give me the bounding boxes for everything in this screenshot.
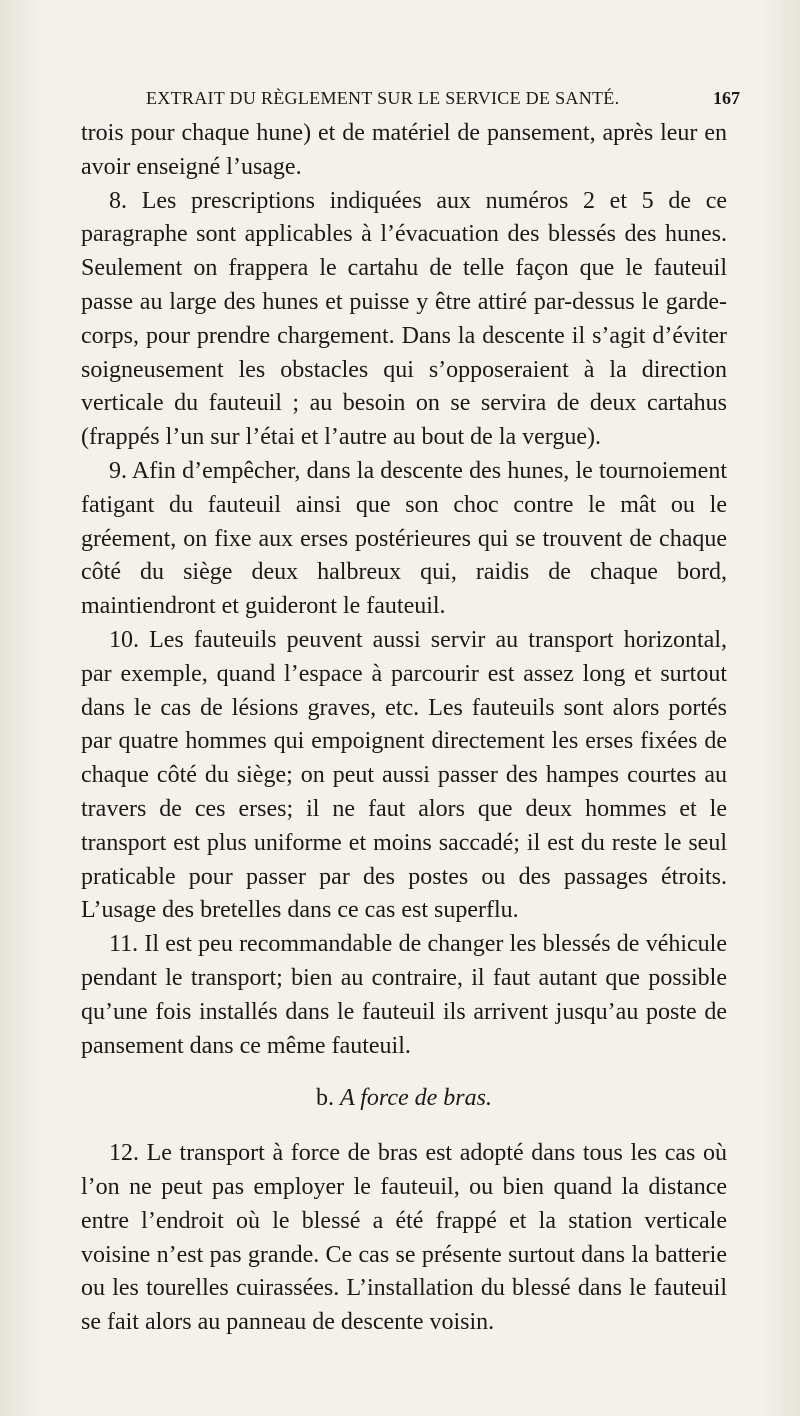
body-text — [81, 117, 727, 1340]
paragraph-text: Les prescriptions indiquées aux numéros 2 et 5 de ce paragraphe sont applicables à l’évacuation des blessés des hunes. Seulement on frappera le cartahu de telle façon que le fauteuil passe au large des hunes et puisse y être attiré par-dessus le garde-corps, pour prendre chargement. Dans la descente il s’agit d’éviter soigneusement les obstacles qui s’opposeraient à la direction verticale du fauteuil ; au besoin on se servira de deux cartahus (frappés l’un sur l’étai et l’autre au bout de la vergue). — [81, 187, 728, 451]
paragraph-number: 8. — [109, 187, 127, 214]
running-head: EXTRAIT DU RÈGLEMENT SUR LE SERVICE DE SANTÉ. — [146, 88, 620, 108]
paragraph-text: Afin d’empêcher, dans la descente des hunes, le tournoiement fatigant du fauteuil ainsi que son choc contre le mât ou le gréement, on fixe aux erses postérieures qui se trouvent de chaque côté du siège deux halbreux qui, raidis de chaque bord, maintiendront et guideront le fauteuil. — [81, 457, 727, 620]
paragraph-12 — [81, 1137, 727, 1340]
paragraph-text: Les fauteuils peuvent aussi servir au transport horizontal, par exemple, quand l’espace à parcourir est assez long et surtout dans le cas de lésions graves, etc. Les fauteuils sont alors portés par quatre hommes qui empoignent directement les erses fixées de chaque côté du siège; on peut aussi passer des hampes courtes au travers de ces erses; il ne faut alors que deux hommes et le transport est plus uniforme et moins saccadé; il est du reste le seul praticable pour passer par des postes ou des passages étroits. L’usage des bretelles dans ce cas est superflu. — [81, 626, 727, 924]
subheading-letter: b. — [316, 1085, 334, 1112]
section-subheading — [81, 1082, 727, 1116]
paragraph-number: 12. — [109, 1140, 139, 1167]
paragraph-11 — [81, 928, 727, 1063]
paragraph-text: Le transport à force de bras est adopté dans tous les cas où l’on ne peut pas employer le fauteuil, ou bien quand la distance entre l’endroit où le blessé a été frappé et la station verticale voisine n’est pas grande. Ce cas se présente surtout dans la batterie ou les tourelles cuirassées. L’installation du blessé dans le fauteuil se fait alors au panneau de descente voisin. — [81, 1140, 728, 1336]
page-number: 167 — [713, 88, 740, 108]
paragraph-text: Il est peu recommandable de changer les blessés de véhicule pendant le transport; bien au contraire, il faut autant que possible qu’une fois installés dans le fauteuil ils arrivent jusqu’au poste de pansement dans ce même fauteuil. — [81, 931, 727, 1059]
paragraph-number: 9. — [109, 457, 127, 484]
paragraph-continued: trois pour chaque hune) et de matériel de pansement, après leur en avoir enseigné l’usage. — [81, 120, 727, 180]
paragraph-number: 11. — [109, 931, 139, 958]
paragraph-10 — [81, 624, 727, 928]
paragraph-number: 10. — [109, 626, 139, 653]
paragraph-9 — [81, 455, 727, 624]
paragraph-8 — [81, 185, 727, 455]
page-header — [122, 84, 740, 114]
subheading-title: A force de bras. — [340, 1085, 492, 1112]
